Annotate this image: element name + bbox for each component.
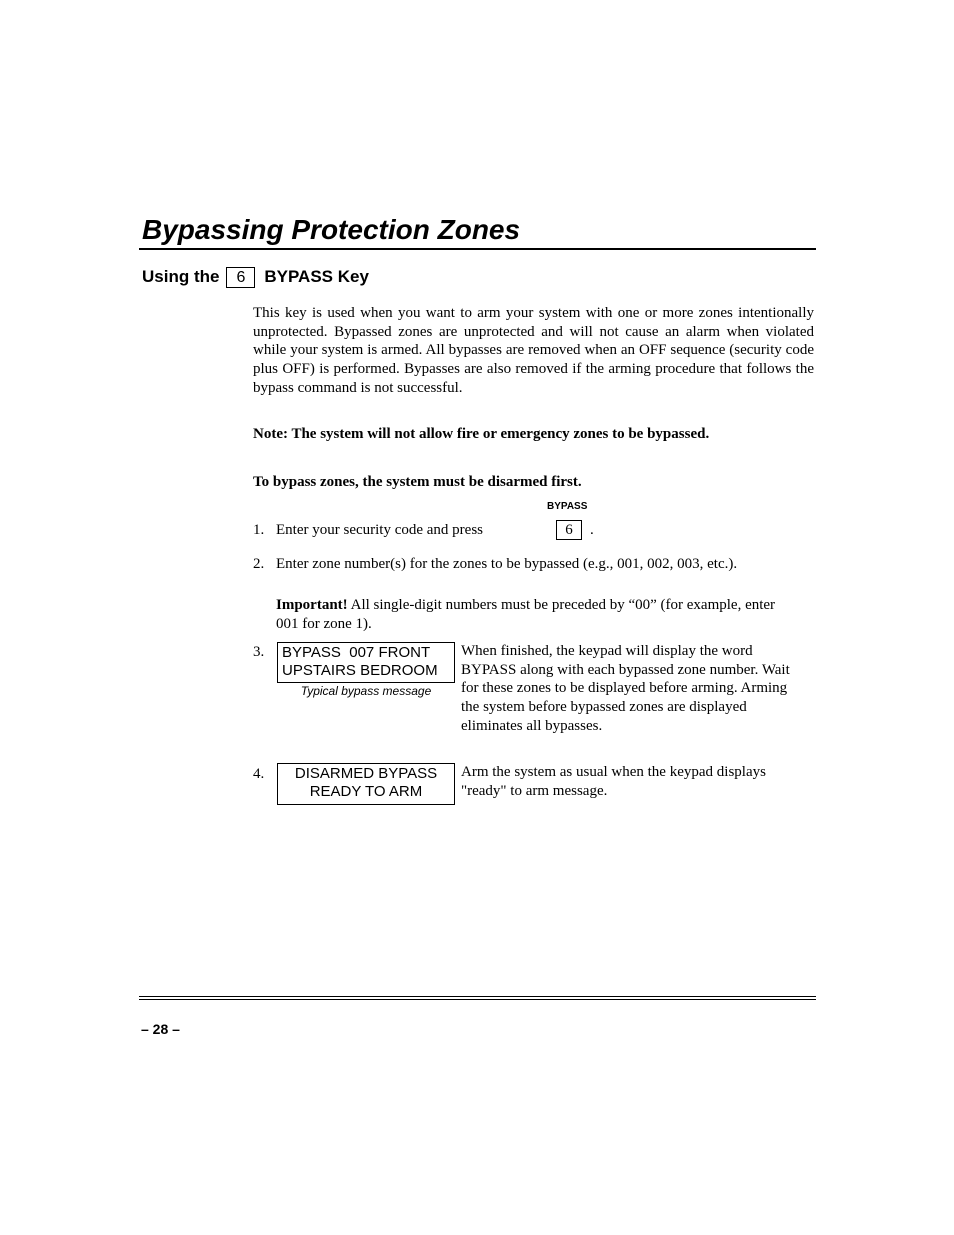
display-caption: Typical bypass message	[300, 684, 432, 698]
page-number: – 28 –	[141, 1021, 180, 1037]
step-1-key-box: 6	[556, 520, 582, 540]
display-line-2: READY TO ARM	[309, 783, 423, 800]
step-1-period: .	[590, 522, 594, 538]
bypass-key-label: BYPASS	[547, 501, 588, 512]
step-3-number: 3.	[253, 644, 265, 660]
step-4-description: Arm the system as usual when the keypad displays "ready" to arm message.	[461, 764, 766, 799]
footer-rule-top	[139, 996, 816, 997]
display-line-1: DISARMED BYPASS	[294, 765, 438, 782]
step-1-number: 1.	[253, 522, 265, 538]
footer-rule-bottom	[139, 999, 816, 1000]
keypad-display-bypass	[277, 642, 455, 683]
disarm-first-paragraph: To bypass zones, the system must be disarmed first.	[253, 474, 582, 490]
important-note	[276, 596, 786, 633]
note-paragraph: Note: The system will not allow fire or emergency zones to be bypassed.	[253, 426, 710, 442]
display-line-2: UPSTAIRS BEDROOM	[282, 662, 438, 679]
title-rule	[139, 248, 816, 250]
section-heading-prefix: Using the	[142, 267, 220, 286]
display-line-1: BYPASS 007 FRONT	[282, 644, 431, 661]
section-heading	[142, 266, 369, 288]
step-3-description: When finished, the keypad will display the word BYPASS along with each bypassed zone number. Wait for these zones to be displayed before arming. Arming the system before bypassed zones are displayed eliminates all bypasses.	[461, 643, 790, 734]
step-1-text: Enter your security code and press	[276, 522, 484, 538]
step-2-number: 2.	[253, 556, 265, 572]
section-heading-suffix: BYPASS Key	[264, 267, 369, 286]
page-title: Bypassing Protection Zones	[142, 214, 521, 245]
bypass-key-box: 6	[226, 267, 255, 288]
step-2-text: Enter zone number(s) for the zones to be bypassed (e.g., 001, 002, 003, etc.).	[276, 556, 738, 572]
step-4-number: 4.	[253, 766, 265, 782]
important-text: All single-digit numbers must be preceded by “00” (for example, enter 001 for zone 1).	[276, 597, 776, 632]
intro-paragraph: This key is used when you want to arm your system with one or more zones intentionally unprotected. Bypassed zones are unprotected and will not cause an alarm when violated while your system is armed. All bypasses are removed when an OFF sequence (security code plus OFF) is performed. Bypasses are also removed if the arming procedure that follows the bypass command is not successful.	[253, 305, 814, 396]
important-label: Important!	[276, 597, 348, 613]
keypad-display-disarmed	[277, 763, 455, 805]
